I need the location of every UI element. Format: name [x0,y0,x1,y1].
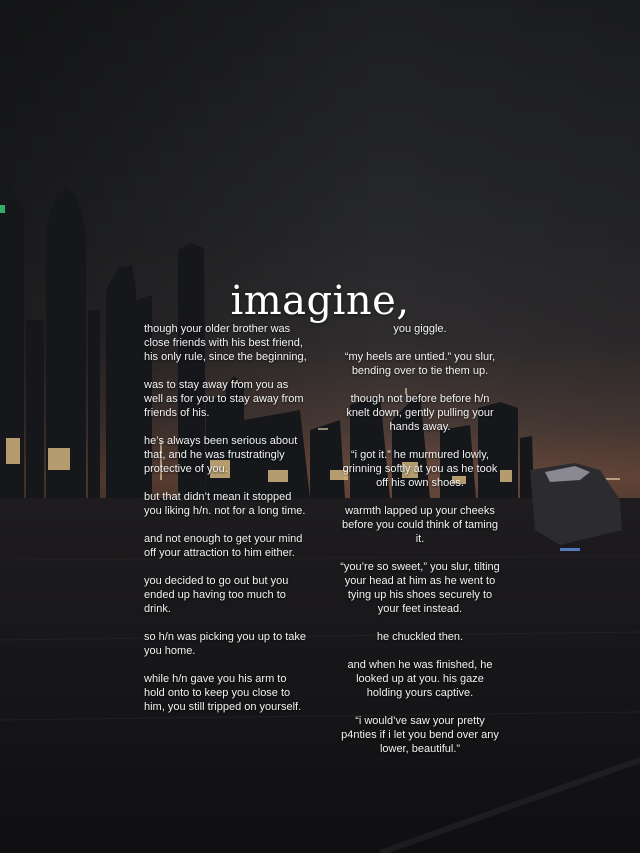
story-paragraph: but that didn’t mean it stopped you liking h/n. not for a long time. [144,491,306,517]
story-paragraph: he chuckled then. [376,631,464,643]
story-paragraph: while h/n gave you his arm to hold onto to keep you close to him, you still tripped on yourself. [144,673,302,713]
story-paragraph: “my heels are untied.” you slur, bending over to tie them up. [344,351,496,377]
story-paragraph: and not enough to get your mind off your attraction to him either. [144,533,303,559]
story-paragraph: he’s always been serious about that, and he was frustratingly protective of you. [144,435,298,475]
story-paragraph: was to stay away from you as well as for you to stay away from friends of his. [144,379,304,419]
story-left-column [144,322,307,728]
story-paragraph: and when he was finished, he looked up at you. his gaze holding yours captive. [347,659,493,699]
story-paragraph: warmth lapped up your cheeks before you could think of taming it. [342,505,498,545]
title-imagine: imagine, [230,278,410,324]
story-paragraph: though not before before h/n knelt down, gently pulling your hands away. [346,393,494,433]
story-paragraph: so h/n was picking you up to take you home. [144,631,307,657]
story-paragraph: “i would’ve saw your pretty p4nties if i let you bend over any lower, beautiful.” [341,715,499,755]
story-right-column [338,322,502,770]
story-paragraph: though your older brother was close friends with his best friend, his only rule, since the beginning, [144,323,307,363]
story-paragraph: you giggle. [393,323,447,335]
story-paragraph: “you’re so sweet,” you slur, tilting your head at him as he went to tying up his shoes securely to your feet instead. [340,561,500,615]
story-paragraph: you decided to go out but you ended up having too much to drink. [144,575,289,615]
story-paragraph: “i got it.” he murmured lowly, grinning softly at you as he took off his own shoes. [342,449,498,489]
